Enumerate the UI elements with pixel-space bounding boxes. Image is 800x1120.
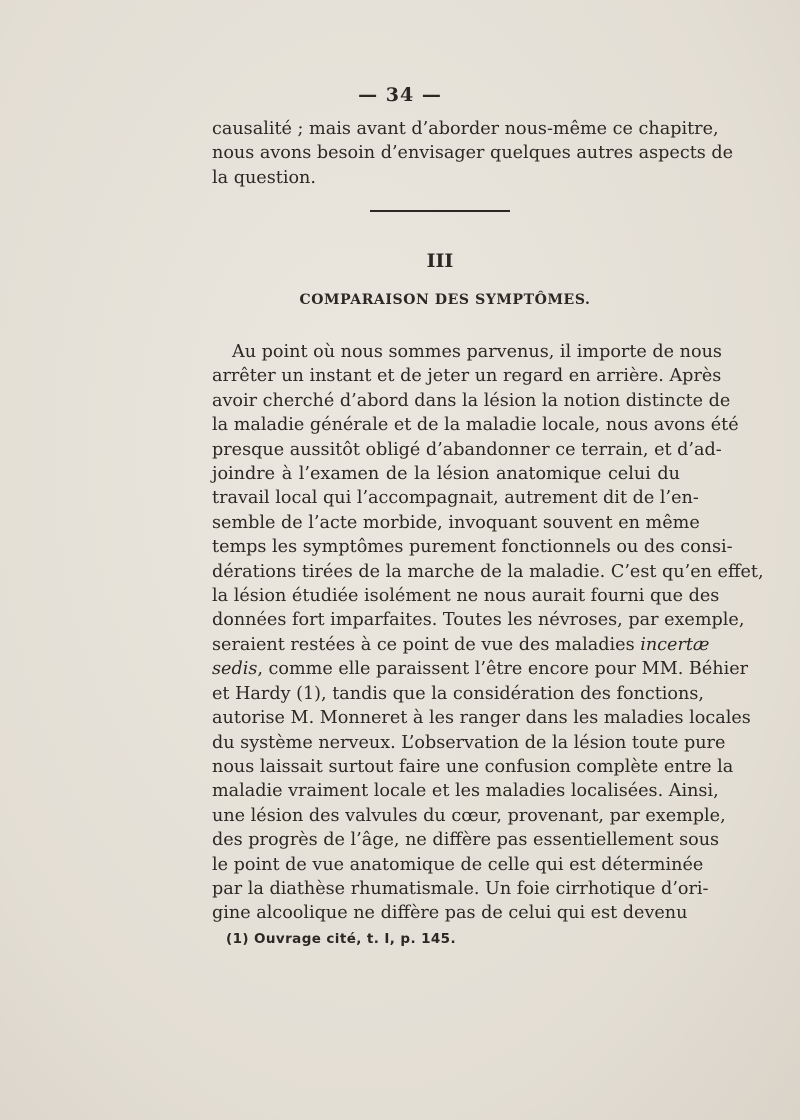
- text-line: nous laissait surtout faire une confusion complète entre la: [212, 756, 734, 777]
- text-line: la question.: [212, 167, 316, 188]
- text-line: Au point où nous sommes parvenus, il importe de nous: [232, 342, 722, 362]
- text-line: presque aussitôt obligé d’abandonner ce terrain, et d’ad-: [212, 439, 722, 460]
- latin-phrase: sedis: [212, 659, 258, 680]
- intro-paragraph: [212, 117, 734, 190]
- text-line: du système nerveux. L’observation de la lésion toute pure: [212, 732, 726, 753]
- text-line: [212, 657, 749, 681]
- text-line: la maladie générale et de la maladie locale, nous avons été: [212, 415, 739, 436]
- text-line: joindre à l’examen de la lésion anatomique celui du: [212, 464, 680, 485]
- page-number: — 34 —: [358, 84, 442, 106]
- text-line: travail local qui l’accompagnait, autrement dit de l’en-: [212, 488, 699, 509]
- text-line: une lésion des valvules du cœur, provenant, par exemple,: [212, 805, 726, 826]
- latin-phrase: incertæ: [640, 634, 710, 655]
- text-line: causalité ; mais avant d’aborder nous-même ce chapitre,: [212, 119, 719, 139]
- line-text: seraient restées à ce point de vue des maladies: [212, 634, 641, 655]
- text-line: avoir cherché d’abord dans la lésion la notion distincte de: [212, 390, 731, 411]
- section-number: III: [426, 250, 454, 272]
- line-text: , comme elle paraissent l’être encore pour MM. Béhier: [257, 659, 749, 680]
- text-line: la lésion étudiée isolément ne nous aurait fourni que des: [212, 586, 720, 607]
- text-line: gine alcoolique ne diffère pas de celui qui est devenu: [212, 903, 688, 924]
- text-line: autorise M. Monneret à les ranger dans les maladies locales: [212, 708, 751, 729]
- text-line: par la diathèse rhumatismale. Un foie cirrhotique d’ori-: [212, 878, 709, 899]
- text-line: semble de l’acte morbide, invoquant souvent en même: [212, 512, 700, 533]
- text-line: maladie vraiment locale et les maladies localisées. Ainsi,: [212, 781, 719, 802]
- section-divider: [370, 210, 510, 212]
- text-line: des progrès de l’âge, ne diffère pas essentiellement sous: [212, 830, 720, 851]
- body-paragraph: [212, 340, 764, 926]
- section-title: COMPARAISON DES SYMPTÔMES.: [299, 292, 591, 308]
- text-line: temps les symptômes purement fonctionnels ou des consi-: [212, 537, 733, 558]
- text-line: [212, 633, 710, 657]
- footnote: (1) Ouvrage cité, t. I, p. 145.: [226, 931, 457, 947]
- text-line: arrêter un instant et de jeter un regard en arrière. Après: [212, 366, 722, 387]
- text-line: données fort imparfaites. Toutes les névroses, par exemple,: [212, 610, 745, 631]
- text-line: nous avons besoin d’envisager quelques autres aspects de: [212, 143, 734, 164]
- text-line: le point de vue anatomique de celle qui est déterminée: [212, 854, 704, 875]
- text-line: dérations tirées de la marche de la maladie. C’est qu’en effet,: [212, 561, 764, 582]
- text-line: et Hardy (1), tandis que la considération des fonctions,: [212, 683, 704, 704]
